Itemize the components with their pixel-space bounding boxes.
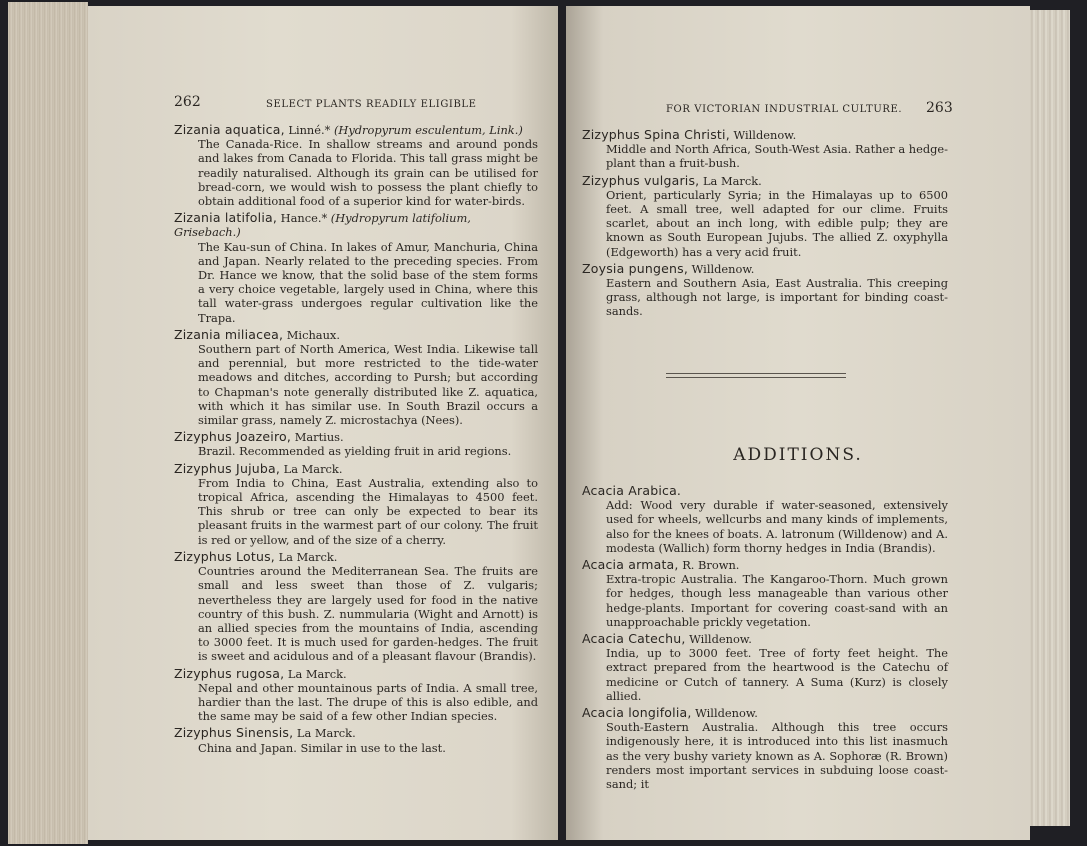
entry-authority: Willdenow. [733,128,797,142]
entry-body: China and Japan. Similar in use to the last. [198,740,446,755]
book-edge-right [1030,10,1070,826]
entry [582,262,948,319]
entry-body: Countries around the Mediterranean Sea. The fruits are small and less sweet than those of Z. vulgaris; nevertheless they are largely used for food in the native country of this bush. Z. nummularia (Wight and Arnott) is an allied species from the mountains of India, ascending to 3000 feet. It is much used for garden-hedges. The fruit is sweet and acidulous and of a pleasant flavour (Brandis). [198,564,538,664]
right-entries [582,128,948,322]
entry-authority: La Marck. [287,666,347,681]
entry-body: India, up to 3000 feet. Tree of forty feet height. The extract prepared from the heartwood is the Catechu of medicine or Cutch of tannery. A Suma (Kurz) is closely allied. [606,646,948,703]
entry-authority: R. Brown. [682,558,740,573]
entry-name: Zizania latifolia, [174,210,278,226]
entry [582,128,948,171]
entry-authority: La Marck. [278,549,338,564]
entry-authority: Willdenow. [689,632,752,647]
entry [582,558,948,629]
entry [582,174,948,259]
entry-authority: Hance.* [280,211,328,226]
entry-authority: La Marck. [283,461,343,476]
entry-body: Orient, particularly Syria; in the Himalayas up to 6500 feet. A small tree, well adapted for our clime. Fruits scarlet, about an inch long, with edible pulp; they are known as South European Jujubs. The allied Z. oxyphylla (Edgeworth) has a very acid fruit. [606,187,948,259]
entry-authority: Willdenow. [691,261,755,276]
entry-name: Zizyphus Joazeiro, [174,429,292,445]
entry-body: Eastern and Southern Asia, East Australia. This creeping grass, although not large, is important for binding coast-sands. [606,276,948,319]
additions-heading: ADDITIONS. [733,445,863,465]
entry-authority: La Marck. [702,173,762,188]
book-edge-left [8,2,88,844]
entry-body: Nepal and other mountainous parts of India. A small tree, hardier than the last. The drupe of this is also edible, and the same may be said of a few other Indian species. [198,680,538,724]
entry [174,726,538,754]
entry-name: Zizania miliacea, [174,326,284,342]
left-entries [174,123,538,758]
entry-body: Middle and North Africa, South-West Asia. Rather a hedge-plant than a fruit-bush. [606,142,948,171]
entry [174,550,538,664]
entry [174,462,538,547]
entry-body: Southern part of North America, West India. Likewise tall and perennial, but more restricted to the tide-water meadows and ditches, according to Pursh; but according to Chapman's note generally distributed like Z. aquatica, with which it has similar use. In South Brazil occurs a similar grass, namely Z. microstachya (Nees). [198,342,538,428]
running-head-right: FOR VICTORIAN INDUSTRIAL CULTURE. [666,104,903,115]
entry-authority: Linné.* [288,123,331,137]
entry-name: Zizyphus Lotus, [174,548,275,564]
entry-name: Acacia armata, [582,557,679,573]
entry-body: Add: Wood very durable if water-seasoned, extensively used for wheels, wellcurbs and many kinds of implements, also for the knees of boats. A. latronum (Willdenow) and A. modesta (Wallich) form thorny hedges in India (Brandis). [606,498,948,555]
entry [174,430,538,458]
entry-authority: Michaux. [286,327,340,342]
entry [582,632,948,703]
entry-name: Zizyphus Sinensis, [174,725,294,741]
entry-name: Acacia Arabica. [582,483,682,498]
entry-name: Acacia longifolia, [582,705,692,721]
section-divider [666,373,846,378]
entry-name: Zoysia pungens, [582,260,689,276]
page-number-right: 263 [926,100,953,116]
entry-name: Zizyphus Spina Christi, [582,127,730,142]
entry-authority: La Marck. [296,726,356,741]
entry-synonym: (Hydropyrum latifolium, Grisebach.) [174,211,471,240]
entry-name: Zizania aquatica, [174,122,285,137]
entry-body: From India to China, East Australia, extending also to tropical Africa, ascending the Himalayas to 4500 feet. This shrub or tree can only be expected to bear its pleasant fruits in the warmest part of our colony. The fruit is red or yellow, and of the size of a cherry. [198,475,538,547]
page-number-left: 262 [174,94,201,110]
entry-name: Zizyphus vulgaris, [582,172,700,188]
entry-body: South-Eastern Australia. Although this tree occurs indigenously here, it is introduced into this list inasmuch as the very bushy variety known as A. Sophoræ (R. Brown) renders most important services in subduing loose coast-sand; it [606,720,948,792]
entry-name: Zizyphus Jujuba, [174,460,281,476]
entry-body: Brazil. Recommended as yielding fruit in arid regions. [198,444,512,459]
entry-name: Acacia Catechu, [582,631,686,647]
entry [582,484,948,555]
entry-name: Zizyphus rugosa, [174,665,285,681]
running-head-left: SELECT PLANTS READILY ELIGIBLE [266,99,477,110]
entry-authority: Willdenow. [695,706,758,721]
additions-entries [582,484,948,794]
entry-body: Extra-tropic Australia. The Kangaroo-Thorn. Much grown for hedges, though less manageable than various other hedge-plants. Important for covering coast-sand with an unapproachable prickly vegetation. [606,572,948,629]
entry-synonym: (Hydropyrum esculentum, Link.) [333,123,523,137]
entry [174,328,538,427]
entry [582,706,948,791]
entry [174,667,538,724]
entry-body: The Canada-Rice. In shallow streams and around ponds and lakes from Canada to Florida. This tall grass might be readily naturalised. Although its grain can be utilised for bread-corn, we would wish to possess the plant chiefly to obtain additional food of a superior kind for water-birds. [198,137,538,209]
entry [174,211,538,325]
right-page [566,6,1030,840]
left-page [88,6,558,840]
entry-authority: Martius. [294,430,344,445]
entry [174,123,538,208]
entry-body: The Kau-sun of China. In lakes of Amur, Manchuria, China and Japan. Nearly related to the preceding species. From Dr. Hance we know, that the solid base of the stem forms a very choice vegetable, largely used in China, where this tall water-grass undergoes regular cultivation like the Trapa. [198,239,538,325]
